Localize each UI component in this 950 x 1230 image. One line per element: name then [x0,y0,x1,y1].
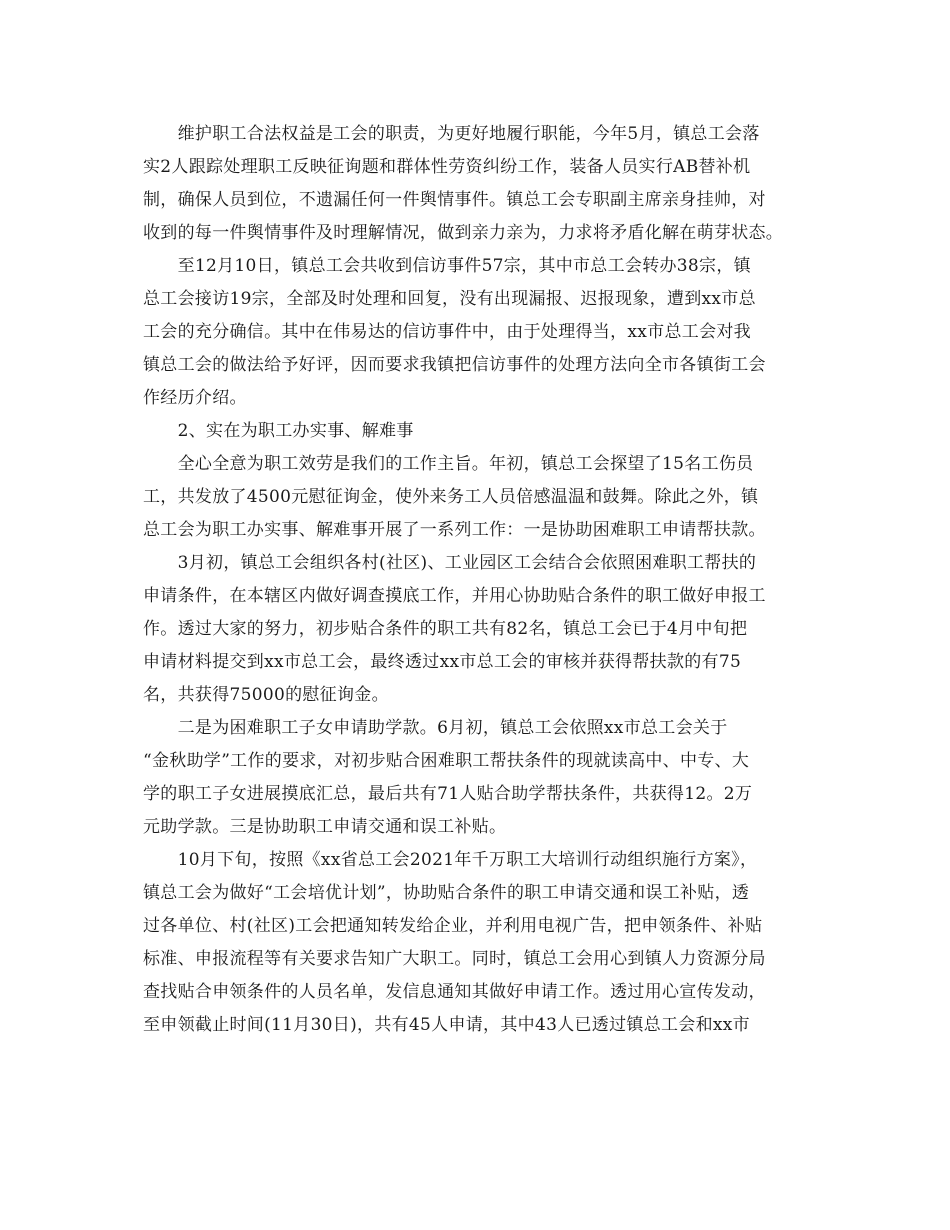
text-line: “金秋助学”工作的要求，对初步贴合困难职工帮扶条件的现就读高中、中专、大 [143,751,750,771]
text-line: 总工会为职工办实事、解难事开展了一系列工作：一是协助困难职工申请帮扶款。 [143,520,766,540]
text-line: 名，共获得75000的慰征询金。 [143,685,389,705]
text-line: 标准、申报流程等有关要求告知广大职工。同时，镇总工会用心到镇人力资源分局 [143,949,766,969]
text-line: 总工会接访19宗，全部及时处理和回复，没有出现漏报、迟报现象，遭到xx市总 [143,289,756,309]
text-line: 镇总工会为做好“工会培优计划”，协助贴合条件的职工申请交通和误工补贴，透 [143,883,750,903]
text-line: 全心全意为职工效劳是我们的工作主旨。年初，镇总工会探望了15名工伤员 [143,454,754,474]
text-line: 过各单位、村(社区)工会把通知转发给企业，并利用电视广告，把申领条件、补贴 [143,916,763,936]
text-line: 申请条件，在本辖区内做好调查摸底工作，并用心协助贴合条件的职工做好申报工 [143,586,766,606]
text-line: 二是为困难职工子女申请助学款。6月初，镇总工会依照xx市总工会关于 [143,718,728,738]
text-line: 作经历介绍。 [143,388,247,408]
text-line: 实2人跟踪处理职工反映征询题和群体性劳资纠纷工作，装备人员实行AB替补机 [143,157,751,177]
text-line: 查找贴合申领条件的人员名单，发信息通知其做好申请工作。透过用心宣传发动， [143,982,766,1002]
text-line: 至申领截止时间(11月30日)，共有45人申请，其中43人已透过镇总工会和xx市 [143,1015,750,1035]
document-page [143,118,813,1042]
text-line: 工会的充分确信。其中在伟易达的信访事件中，由于处理得当，xx市总工会对我 [143,322,751,342]
section-heading: 2、实在为职工办实事、解难事 [143,421,414,441]
text-line: 镇总工会的做法给予好评，因而要求我镇把信访事件的处理方法向全市各镇街工会 [143,355,766,375]
text-line: 作。透过大家的努力，初步贴合条件的职工共有82名，镇总工会已于4月中旬把 [143,619,748,639]
text-line: 申请材料提交到xx市总工会，最终透过xx市总工会的审核并获得帮扶款的有75 [143,652,742,672]
text-line: 制，确保人员到位，不遗漏任何一件舆情事件。镇总工会专职副主席亲身挂帅，对 [143,190,766,210]
text-line: 10月下旬，按照《xx省总工会2021年千万职工大培训行动组织施行方案》， [143,850,758,870]
text-line: 元助学款。三是协助职工申请交通和误工补贴。 [143,817,507,837]
text-line: 收到的每一件舆情事件及时理解情况，做到亲力亲为，力求将矛盾化解在萌芽状态。 [143,223,784,243]
text-line: 工，共发放了4500元慰征询金，使外来务工人员倍感温温和鼓舞。除此之外，镇 [143,487,759,507]
text-line: 维护职工合法权益是工会的职责，为更好地履行职能，今年5月，镇总工会落 [143,124,760,144]
text-line: 至12月10日，镇总工会共收到信访事件57宗，其中市总工会转办38宗，镇 [143,256,751,276]
text-line: 3月初，镇总工会组织各村(社区)、工业园区工会结合会依照困难职工帮扶的 [143,553,757,573]
text-line: 学的职工子女进展摸底汇总，最后共有71人贴合助学帮扶条件，共获得12。2万 [143,784,753,804]
